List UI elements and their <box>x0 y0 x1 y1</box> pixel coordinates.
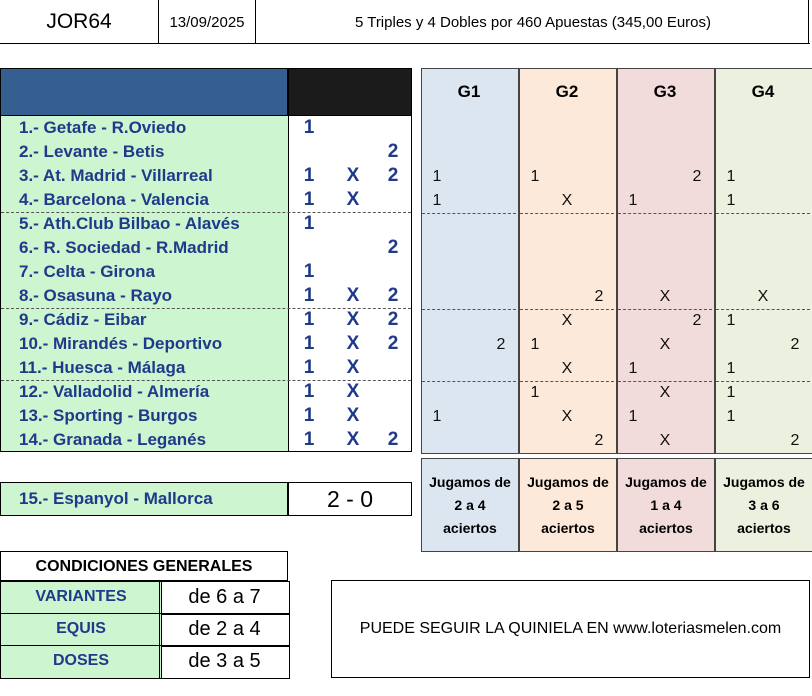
group-value-x <box>460 261 478 285</box>
group-footer-line: 1 a 4 <box>650 496 682 513</box>
condition-value-equis: de 2 a 4 <box>159 613 290 647</box>
group-value-one <box>526 117 544 141</box>
group-footer-line: Jugamos de <box>625 473 707 490</box>
group-value-one <box>722 333 740 357</box>
matches-column <box>0 116 288 452</box>
group-value-one: 1 <box>628 408 638 425</box>
match-row: 1.- Getafe - R.Oviedo <box>19 118 187 137</box>
group-value-x <box>460 285 478 309</box>
group-column-g3 <box>617 68 715 454</box>
group-value-two <box>786 117 804 141</box>
group-footer-line: aciertos <box>737 519 791 536</box>
group-column-g2 <box>519 68 617 454</box>
group-value-x <box>460 237 478 261</box>
group-row-separator <box>716 309 810 310</box>
group-value-x <box>754 261 772 285</box>
group-value-one <box>526 309 544 333</box>
group-value-one <box>526 213 544 237</box>
prediction-x: X <box>346 333 360 354</box>
prediction-two <box>383 260 403 284</box>
prediction-one: 1 <box>303 189 315 210</box>
group-value-x: X <box>659 336 671 353</box>
group-value-one: 1 <box>628 360 638 377</box>
group-value-x: X <box>659 432 671 449</box>
group-value-x <box>754 429 772 453</box>
group-value-one <box>526 189 544 213</box>
condition-label-doses: DOSES <box>0 645 162 679</box>
group-value-one <box>428 333 446 357</box>
group-value-one <box>428 285 446 309</box>
group-value-two <box>786 405 804 429</box>
group-value-one: 1 <box>726 384 736 401</box>
prediction-two: 2 <box>387 309 399 330</box>
prediction-one: 1 <box>303 405 315 426</box>
group-value-x <box>656 237 674 261</box>
group-value-x <box>460 309 478 333</box>
prediction-one <box>299 236 319 260</box>
prediction-two <box>383 212 403 236</box>
website-notice: PUEDE SEGUIR LA QUINIELA EN www.loteriasmelen.com <box>331 580 810 678</box>
group-header-g2: G2 <box>555 82 579 101</box>
group-value-two <box>590 357 608 381</box>
group-value-two <box>688 117 706 141</box>
group-row-separator <box>422 309 516 310</box>
group-value-one <box>428 117 446 141</box>
group-value-one: 1 <box>432 192 442 209</box>
group-value-two <box>786 285 804 309</box>
group-value-two <box>688 429 706 453</box>
group-value-two <box>492 261 510 285</box>
prediction-one: 1 <box>303 333 315 354</box>
group-value-x <box>754 237 772 261</box>
group-value-x <box>754 189 772 213</box>
match-row: 7.- Celta - Girona <box>19 262 156 281</box>
bet-summary: 5 Triples y 4 Dobles por 460 Apuestas (345,00 Euros) <box>354 13 712 31</box>
group-value-one <box>722 429 740 453</box>
group-value-two <box>786 165 804 189</box>
group-value-two <box>688 405 706 429</box>
group-value-x: X <box>659 384 671 401</box>
row-separator <box>1 212 411 213</box>
prediction-one: 1 <box>303 309 315 330</box>
group-value-two <box>492 405 510 429</box>
prediction-one: 1 <box>303 165 315 186</box>
group-value-two <box>492 213 510 237</box>
group-value-two <box>688 381 706 405</box>
group-value-two <box>492 141 510 165</box>
prediction-x: X <box>346 165 360 186</box>
group-value-x: X <box>561 312 573 329</box>
group-value-one: 1 <box>432 168 442 185</box>
group-value-one <box>624 333 642 357</box>
group-value-x <box>558 213 576 237</box>
group-value-two <box>590 213 608 237</box>
prediction-two: 2 <box>387 333 399 354</box>
group-footer-line: Jugamos de <box>429 473 511 490</box>
group-footer-line: Jugamos de <box>527 473 609 490</box>
group-value-x <box>558 333 576 357</box>
group-row-separator <box>520 381 614 382</box>
group-value-two <box>786 189 804 213</box>
group-value-one <box>624 237 642 261</box>
group-value-x <box>558 429 576 453</box>
group-value-two <box>786 261 804 285</box>
prediction-one: 1 <box>303 381 315 402</box>
prediction-one: 1 <box>303 285 315 306</box>
prediction-x <box>343 140 363 164</box>
group-value-x <box>460 213 478 237</box>
group-value-x <box>754 381 772 405</box>
group-value-x <box>460 381 478 405</box>
group-value-x <box>460 117 478 141</box>
group-value-two <box>786 213 804 237</box>
group-value-one <box>722 117 740 141</box>
group-footer-line: Jugamos de <box>723 473 805 490</box>
group-row-separator <box>520 309 614 310</box>
group-row-separator <box>520 213 614 214</box>
group-value-two <box>492 237 510 261</box>
group-value-one <box>428 357 446 381</box>
prediction-two: 2 <box>387 141 399 162</box>
prediction-two <box>383 404 403 428</box>
group-value-x <box>558 381 576 405</box>
prediction-one: 1 <box>303 261 315 282</box>
group-value-two <box>590 333 608 357</box>
group-value-two <box>786 141 804 165</box>
group-value-x <box>656 213 674 237</box>
prediction-one: 1 <box>303 357 315 378</box>
group-value-two <box>786 357 804 381</box>
group-value-one <box>428 381 446 405</box>
group-value-one <box>722 141 740 165</box>
group-value-x <box>460 333 478 357</box>
group-value-one <box>428 141 446 165</box>
prediction-two: 2 <box>387 165 399 186</box>
group-value-one <box>722 285 740 309</box>
prediction-x: X <box>346 309 360 330</box>
group-value-two: 2 <box>594 288 604 305</box>
group-value-x <box>754 333 772 357</box>
row-separator <box>1 380 411 381</box>
prediction-x <box>343 260 363 284</box>
pleno-match: 15.- Espanyol - Mallorca <box>0 482 288 516</box>
group-value-x <box>656 405 674 429</box>
group-value-one <box>428 261 446 285</box>
group-value-one <box>526 141 544 165</box>
group-value-one: 1 <box>726 192 736 209</box>
pleno-score: 2 - 0 <box>288 482 412 516</box>
group-value-one <box>526 237 544 261</box>
group-value-x <box>656 189 674 213</box>
predictions-column <box>288 116 412 452</box>
group-value-two <box>786 309 804 333</box>
prediction-two <box>383 380 403 404</box>
group-column-g4 <box>715 68 812 454</box>
group-value-two <box>492 309 510 333</box>
group-value-two: 2 <box>790 336 800 353</box>
group-value-two: 2 <box>692 312 702 329</box>
group-value-x <box>558 141 576 165</box>
group-value-two <box>492 165 510 189</box>
group-value-two <box>786 237 804 261</box>
group-header-g4: G4 <box>751 82 775 101</box>
group-value-one: 1 <box>726 168 736 185</box>
conditions-title: CONDICIONES GENERALES <box>0 551 288 581</box>
group-value-one <box>526 429 544 453</box>
group-value-x <box>754 141 772 165</box>
jornada-label: JOR64 <box>46 10 112 33</box>
group-value-one <box>722 213 740 237</box>
prediction-two <box>383 356 403 380</box>
group-value-x <box>754 117 772 141</box>
prediction-x: X <box>346 429 360 450</box>
prediction-two <box>383 188 403 212</box>
group-value-x: X <box>561 192 573 209</box>
group-value-x <box>754 405 772 429</box>
group-value-x <box>558 285 576 309</box>
prediction-x <box>343 116 363 140</box>
group-value-two <box>590 237 608 261</box>
group-value-two <box>590 261 608 285</box>
group-value-two <box>492 381 510 405</box>
group-value-one: 1 <box>726 408 736 425</box>
match-row: 2.- Levante - Betis <box>19 142 165 161</box>
date-label: 13/09/2025 <box>169 13 245 31</box>
group-value-one <box>428 237 446 261</box>
predictions-header <box>288 68 412 116</box>
group-header-g3: G3 <box>653 82 677 101</box>
group-value-one <box>526 285 544 309</box>
group-footer-line: aciertos <box>639 519 693 536</box>
group-value-one <box>428 429 446 453</box>
group-value-x <box>558 165 576 189</box>
group-value-x <box>656 261 674 285</box>
match-row: 10.- Mirandés - Deportivo <box>19 334 223 353</box>
group-value-x <box>460 357 478 381</box>
group-value-two <box>590 141 608 165</box>
group-value-x: X <box>659 288 671 305</box>
group-value-x: X <box>561 360 573 377</box>
prediction-x: X <box>346 357 360 378</box>
prediction-one: 1 <box>303 429 315 450</box>
group-value-x <box>460 141 478 165</box>
match-row: 14.- Granada - Leganés <box>19 430 207 449</box>
group-value-two <box>590 189 608 213</box>
group-value-two <box>688 213 706 237</box>
group-footer-g4 <box>715 458 812 552</box>
group-value-two: 2 <box>594 432 604 449</box>
group-value-one <box>624 285 642 309</box>
group-value-x <box>656 165 674 189</box>
group-value-x <box>558 117 576 141</box>
group-value-two <box>688 333 706 357</box>
match-row: 9.- Cádiz - Eibar <box>19 310 147 329</box>
prediction-x: X <box>346 381 360 402</box>
group-value-two <box>590 405 608 429</box>
group-value-x <box>656 117 674 141</box>
group-footer-g3 <box>617 458 715 552</box>
group-value-two <box>590 165 608 189</box>
group-value-two <box>590 117 608 141</box>
group-value-x <box>754 165 772 189</box>
group-footer-line: aciertos <box>443 519 497 536</box>
group-value-two <box>590 381 608 405</box>
group-header-g1: G1 <box>457 82 481 101</box>
group-value-one <box>624 213 642 237</box>
group-row-separator <box>618 213 712 214</box>
group-value-x: X <box>757 288 769 305</box>
group-value-x <box>558 261 576 285</box>
group-value-x <box>460 429 478 453</box>
prediction-two: 2 <box>387 429 399 450</box>
group-value-one <box>624 165 642 189</box>
group-column-g1 <box>421 68 519 454</box>
group-value-x: X <box>561 408 573 425</box>
header-bar <box>0 0 810 44</box>
prediction-one <box>299 140 319 164</box>
group-row-separator <box>618 309 712 310</box>
group-value-two: 2 <box>790 432 800 449</box>
condition-label-variantes: VARIANTES <box>0 581 162 615</box>
prediction-x <box>343 212 363 236</box>
match-row: 5.- Ath.Club Bilbao - Alavés <box>19 214 240 233</box>
group-value-one <box>624 429 642 453</box>
group-value-two <box>492 357 510 381</box>
group-row-separator <box>716 381 810 382</box>
group-row-separator <box>618 381 712 382</box>
prediction-x: X <box>346 285 360 306</box>
group-value-two <box>688 357 706 381</box>
group-value-x <box>656 141 674 165</box>
group-footer-line: aciertos <box>541 519 595 536</box>
group-value-x <box>460 165 478 189</box>
group-value-x <box>460 405 478 429</box>
group-value-x <box>460 189 478 213</box>
group-value-one <box>624 309 642 333</box>
group-value-x <box>754 357 772 381</box>
group-value-one <box>428 213 446 237</box>
matches-header <box>0 68 288 116</box>
group-value-one: 1 <box>530 168 540 185</box>
group-footer-g2 <box>519 458 617 552</box>
group-value-one <box>624 141 642 165</box>
prediction-x <box>343 236 363 260</box>
group-value-two <box>492 189 510 213</box>
group-value-x <box>754 213 772 237</box>
group-footer-line: 3 a 6 <box>748 496 780 513</box>
group-value-x <box>754 309 772 333</box>
group-value-two <box>688 237 706 261</box>
group-value-one: 1 <box>530 384 540 401</box>
group-value-two <box>688 189 706 213</box>
group-value-one: 1 <box>628 192 638 209</box>
group-value-two <box>492 117 510 141</box>
condition-value-variantes: de 6 a 7 <box>159 581 290 615</box>
group-footer-line: 2 a 5 <box>552 496 584 513</box>
prediction-two: 2 <box>387 285 399 306</box>
match-row: 4.- Barcelona - Valencia <box>19 190 209 209</box>
group-value-x <box>656 357 674 381</box>
group-value-one: 1 <box>726 312 736 329</box>
group-value-one <box>624 381 642 405</box>
group-value-one <box>624 261 642 285</box>
group-row-separator <box>422 213 516 214</box>
match-row: 12.- Valladolid - Almería <box>19 382 210 401</box>
prediction-two <box>383 116 403 140</box>
match-row: 6.- R. Sociedad - R.Madrid <box>19 238 229 257</box>
prediction-two: 2 <box>387 237 399 258</box>
group-value-two <box>688 141 706 165</box>
group-value-one: 1 <box>726 360 736 377</box>
group-value-two <box>786 381 804 405</box>
group-value-one <box>722 237 740 261</box>
group-value-two <box>492 285 510 309</box>
group-value-two <box>688 261 706 285</box>
group-value-one <box>722 261 740 285</box>
group-row-separator <box>716 213 810 214</box>
group-value-one <box>526 357 544 381</box>
prediction-x: X <box>346 189 360 210</box>
group-footer-g1 <box>421 458 519 552</box>
group-value-two: 2 <box>692 168 702 185</box>
prediction-one: 1 <box>303 213 315 234</box>
match-row: 8.- Osasuna - Rayo <box>19 286 173 305</box>
group-value-one: 1 <box>530 336 540 353</box>
group-footer-line: 2 a 4 <box>454 496 486 513</box>
match-row: 13.- Sporting - Burgos <box>19 406 198 425</box>
group-value-two <box>492 429 510 453</box>
condition-label-equis: EQUIS <box>0 613 162 647</box>
group-value-one <box>526 405 544 429</box>
group-value-two <box>688 285 706 309</box>
group-value-two: 2 <box>496 336 506 353</box>
group-value-one: 1 <box>432 408 442 425</box>
group-value-one <box>624 117 642 141</box>
group-value-x <box>656 309 674 333</box>
prediction-x: X <box>346 405 360 426</box>
condition-value-doses: de 3 a 5 <box>159 645 290 679</box>
match-row: 3.- At. Madrid - Villarreal <box>19 166 213 185</box>
group-value-two <box>590 309 608 333</box>
group-value-one <box>526 261 544 285</box>
prediction-one: 1 <box>303 117 315 138</box>
group-value-one <box>428 309 446 333</box>
group-value-x <box>558 237 576 261</box>
row-separator <box>1 308 411 309</box>
group-row-separator <box>422 381 516 382</box>
match-row: 11.- Huesca - Málaga <box>19 358 186 377</box>
